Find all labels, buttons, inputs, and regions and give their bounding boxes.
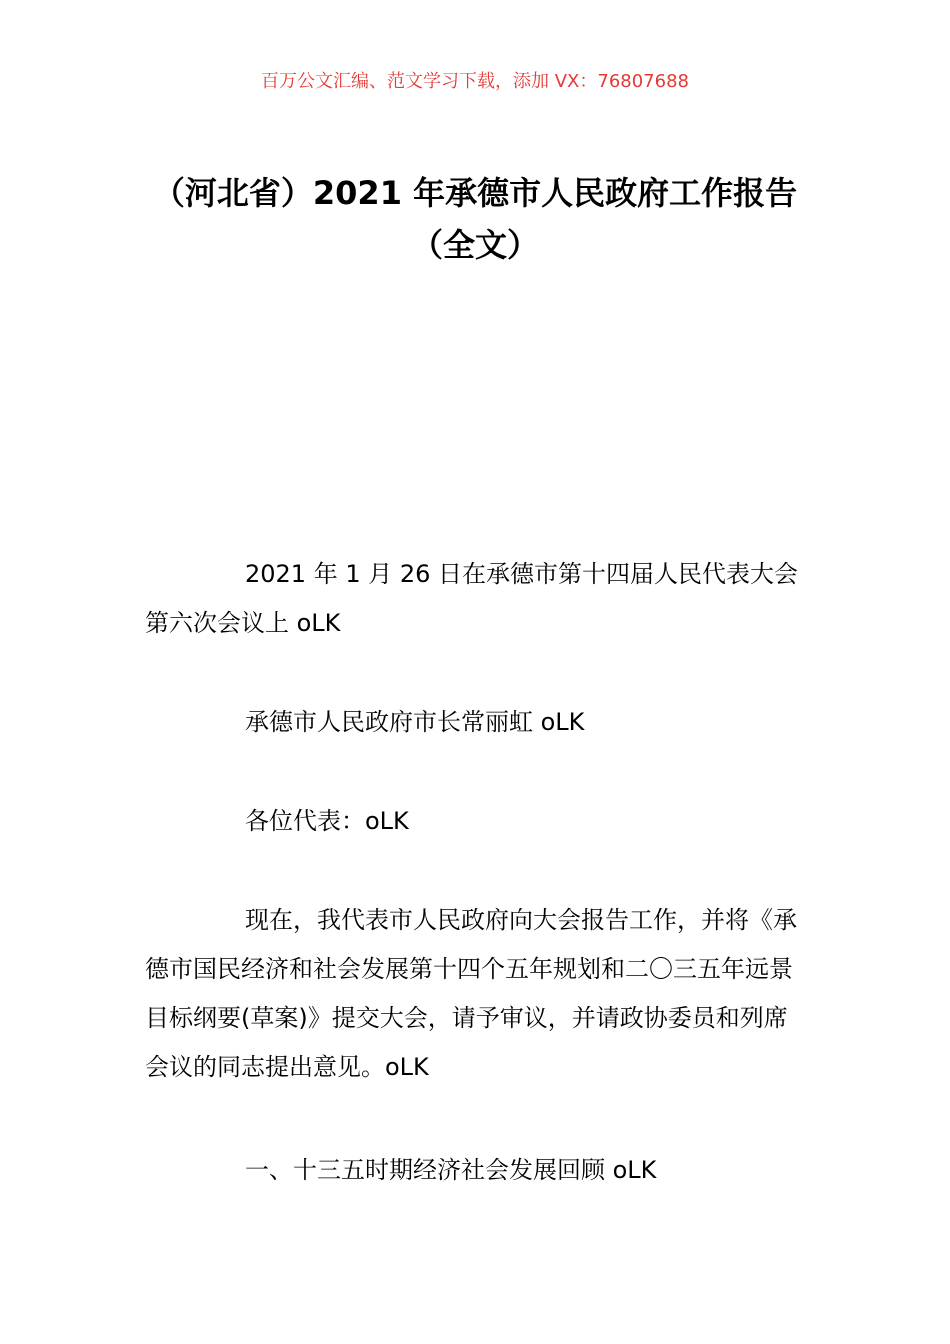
greeting-paragraph: 各位代表：oLK xyxy=(245,807,409,835)
section-heading: 一、十三五时期经济社会发展回顾 oLK xyxy=(245,1156,657,1184)
speaker-paragraph: 承德市人民政府市长常丽虹 oLK xyxy=(245,708,585,736)
report-intro-paragraph: 现在，我代表市人民政府向大会报告工作，并将《承德市国民经济和社会发展第十四个五年规划和二〇三五年远景目标纲要(草案)》提交大会，请予审议，并请政协委员和列席会议的同志提出意见。oLK xyxy=(145,906,797,1081)
document-title: （河北省）2021 年承德市人民政府工作报告（全文） xyxy=(152,174,798,265)
date-line-paragraph: 2021 年 1 月 26 日在承德市第十四届人民代表大会第六次会议上 oLK xyxy=(145,560,799,637)
promo-banner: 百万公文汇编、范文学习下载，添加 VX：76807688 xyxy=(261,71,689,92)
